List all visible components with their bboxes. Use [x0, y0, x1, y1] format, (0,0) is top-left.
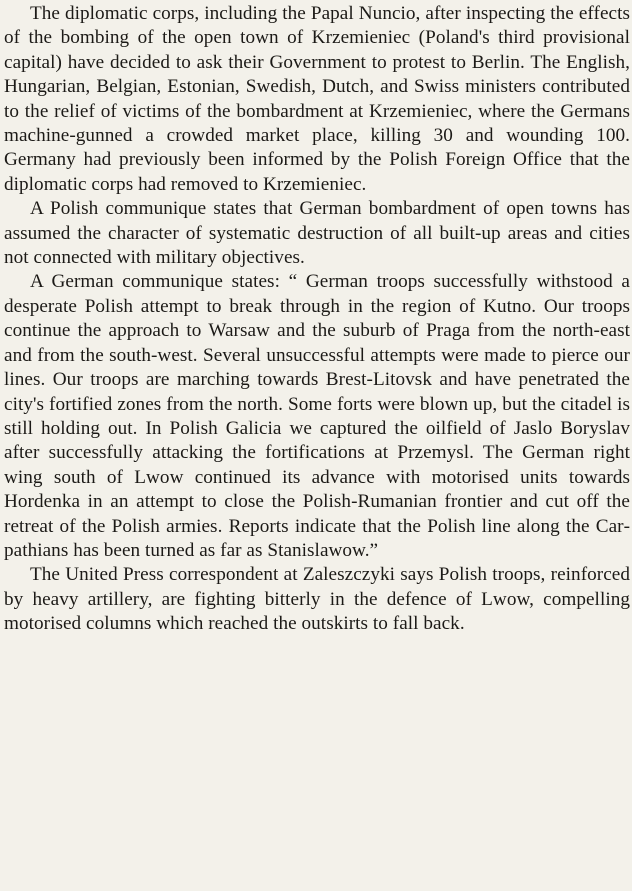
- paragraph-united-press: The United Press correspondent at Zaleszczyki says Polish troops, reinforced by heavy artillery, are fighting bitterly in the defence of Lwow, compelling motorised columns which reached the outskirts to fall back.: [4, 564, 630, 635]
- paragraph-german-communique: A German communique states: “ German troops successfully withstood a desperate Polish attempt to break through in the region of Kutno. Our troops continue the approach to Warsaw and the suburb of Praga from the north-east and from the south-west. Several unsuccessful attempts were made to pierce our lines. Our troops are marching towards Brest-Litovsk and have penetrated the city's fortified zones from the north. Some forts were blown up, but the citadel is still holding out. In Polish Galicia we captured the oilfield of Jaslo Boryslav after successfully attacking the fortifications at Przemysl. The German right wing south of Lwow continued its advance with motorised units towards Hordenka in an attempt to close the Polish-Rumanian frontier and cut off the retreat of the Polish armies. Reports indicate that the Polish line along the Carpathians has been turned as far as Stanislawow.”: [4, 271, 630, 561]
- paragraph-polish-communique: A Polish communique states that German bombardment of open towns has assumed the character of systematic destruction of all built-up areas and cities not connected with military objectives.: [4, 198, 630, 269]
- article-body: [4, 2, 630, 637]
- paragraph-diplomatic-corps: The diplomatic corps, including the Papal Nuncio, after inspecting the effects of the bombing of the open town of Krzemieniec (Poland's third provisional capital) have decided to ask their Government to protest to Berlin. The English, Hungarian, Belgian, Estonian, Swedish, Dutch, and Swiss ministers contributed to the relief of victims of the bombardment at Krzemieniec, where the Germans machine-gunned a crowded market place, killing 30 and wounding 100. Germany had previously been informed by the Polish Foreign Office that the diplomatic corps had removed to Krzemieniec.: [4, 3, 630, 195]
